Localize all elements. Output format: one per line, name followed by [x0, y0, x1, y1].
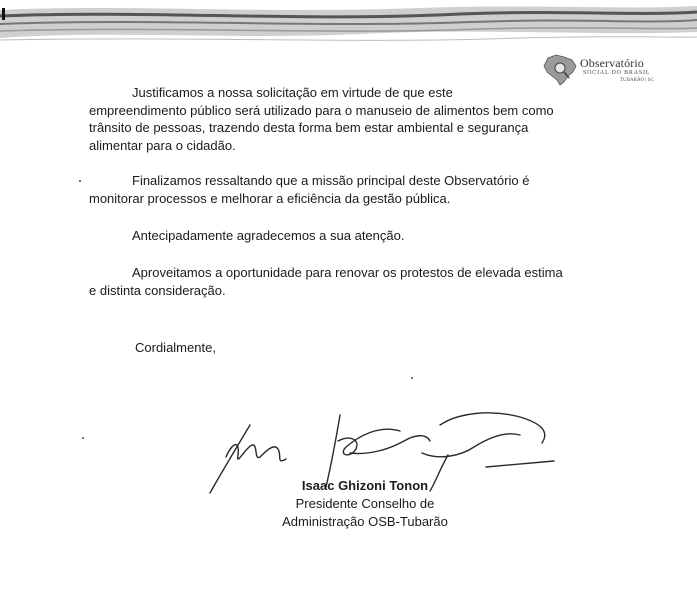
- text-line: e distinta consideração.: [89, 282, 226, 298]
- signatory-role-line: Presidente Conselho de: [295, 496, 435, 511]
- text-line: Aproveitamos a oportunidade para renovar os protestos de elevada estima: [132, 265, 563, 280]
- text-line: monitorar processos e melhorar a eficiência da gestão pública.: [89, 190, 451, 206]
- closing-salutation: Cordialmente,: [135, 340, 216, 355]
- text-line: trânsito de pessoas, trazendo desta forma bem estar ambiental e segurança: [89, 120, 529, 135]
- scan-speck: [79, 180, 81, 182]
- paragraph-justification: [89, 84, 609, 154]
- signatory-block: [260, 477, 470, 531]
- logo-title: Observatório: [580, 56, 644, 70]
- logo-subtitle: SOCIAL DO BRASIL: [583, 70, 651, 76]
- signatory-name: Isaac Ghizoni Tonon: [301, 478, 429, 493]
- paragraph-regards: [89, 264, 609, 299]
- scan-speck: [411, 377, 413, 379]
- text-line: alimentar para o cidadão.: [89, 137, 236, 153]
- paragraph-mission: [89, 172, 609, 207]
- text-line: Antecipadamente agradecemos a sua atenção.: [132, 228, 405, 243]
- scan-speck: [82, 437, 84, 439]
- text-line: Justificamos a nossa solicitação em virtude de que este: [132, 85, 453, 100]
- text-line: Finalizamos ressaltando que a missão principal deste Observatório é: [132, 173, 530, 188]
- signatory-role-line: Administração OSB-Tubarão: [282, 514, 448, 529]
- paragraph-thanks: [89, 227, 609, 245]
- brazil-map-icon: [540, 52, 580, 88]
- text-line: empreendimento público será utilizado para o manuseio de alimentos bem como: [89, 102, 554, 118]
- scan-header-band: [0, 0, 697, 56]
- logo-location: TUBARÃO | SC: [620, 78, 654, 83]
